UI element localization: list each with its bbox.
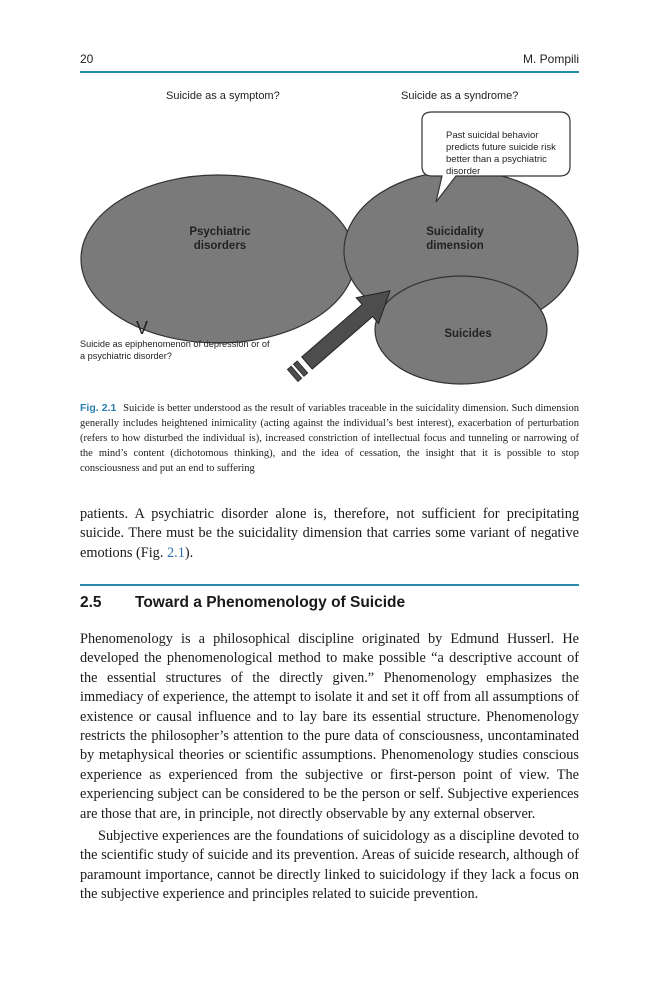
callout-line3: better than a psychiatric	[446, 154, 547, 165]
suicidality-label-line2: dimension	[426, 240, 484, 252]
callout-line4: disorder	[446, 166, 481, 177]
psychiatric-label-line2: disorders	[193, 240, 247, 252]
figure-caption	[80, 401, 579, 476]
figure-reference-link[interactable]: 2.1	[166, 544, 185, 561]
section-heading	[80, 594, 579, 612]
para1-text-before: patients. A psychiatric disorder alone is, therefore, not sufficient for precipitating suicide. There must be the suicidality dimension that carries some variant of negative emotions (Fig.	[80, 506, 579, 561]
psychiatric-label-line1: Psychiatric	[189, 226, 251, 238]
epiphenomenon-line1: Suicide as epiphenomenon of depression or of	[80, 339, 270, 349]
para1-text-after: ).	[184, 544, 194, 561]
header-rule	[80, 71, 579, 73]
section-rule	[80, 584, 579, 586]
ellipse-psychiatric-disorders	[81, 175, 355, 343]
callout-line1: Past suicidal behavior	[446, 130, 539, 141]
check-mark: V	[136, 318, 149, 338]
running-author: M. Pompili	[522, 52, 579, 66]
figure-2-1	[70, 80, 590, 390]
section-number: 2.5	[80, 594, 102, 611]
section-title: Toward a Phenomenology of Suicide	[135, 594, 406, 611]
callout-line2: predicts future suicide risk	[446, 142, 556, 153]
caption-text: Suicide is better understood as the result of variables traceable in the suicidality dimension. Such dimension generally includes heightened inimicality (acting against the individual’s best interest), exacerbation of perturbation (refers to how disturbed the individual is), increased constriction of intellectual focus and tunneling or narrowing of the mind’s content (dichotomous thinking), and the idea of cessation, the insight that it is possible to stop consciousness and put an end to suffering	[80, 403, 579, 474]
diagram-svg	[70, 80, 590, 390]
paragraph-subjective-experiences: Subjective experiences are the foundations of suicidology as a discipline devoted to the scientific study of suicide and its prevention. Areas of suicide research, although of paramount importance, cannot be directly linked to suicidology if they lack a focus on the subjective experience and principles related to suicide prevention.	[80, 828, 579, 903]
epiphenomenon-line2: a psychiatric disorder?	[80, 351, 172, 361]
label-symptom: Suicide as a symptom?	[166, 90, 280, 102]
page-number: 20	[80, 52, 94, 66]
suicides-label: Suicides	[444, 328, 492, 340]
paragraph-continuation	[80, 505, 579, 563]
caption-figure-number: Fig. 2.1	[80, 402, 117, 414]
suicidality-label-line1: Suicidality	[426, 226, 484, 238]
paragraph-phenomenology: Phenomenology is a philosophical discipline originated by Edmund Husserl. He developed the phenomenological method to make possible “a descriptive account of the essential structures of the directly given.” Phenomenology emphasizes the immediacy of experience, the attempt to isolate it and set it off from all assumptions of existence or causal influence and to lay bare its essential structure. Phenomenology restricts the philosopher’s attention to the pure data of consciousness, uncontaminated by metaphysical theories or scientific assumptions. Phenomenology studies conscious experience as experienced from the subjective or first-person point of view. The experiencing subject can be considered to be the person or self. Subjective experiences are those that are, in principle, not directly observable by any external observer.	[80, 631, 579, 822]
label-syndrome: Suicide as a syndrome?	[401, 90, 519, 102]
